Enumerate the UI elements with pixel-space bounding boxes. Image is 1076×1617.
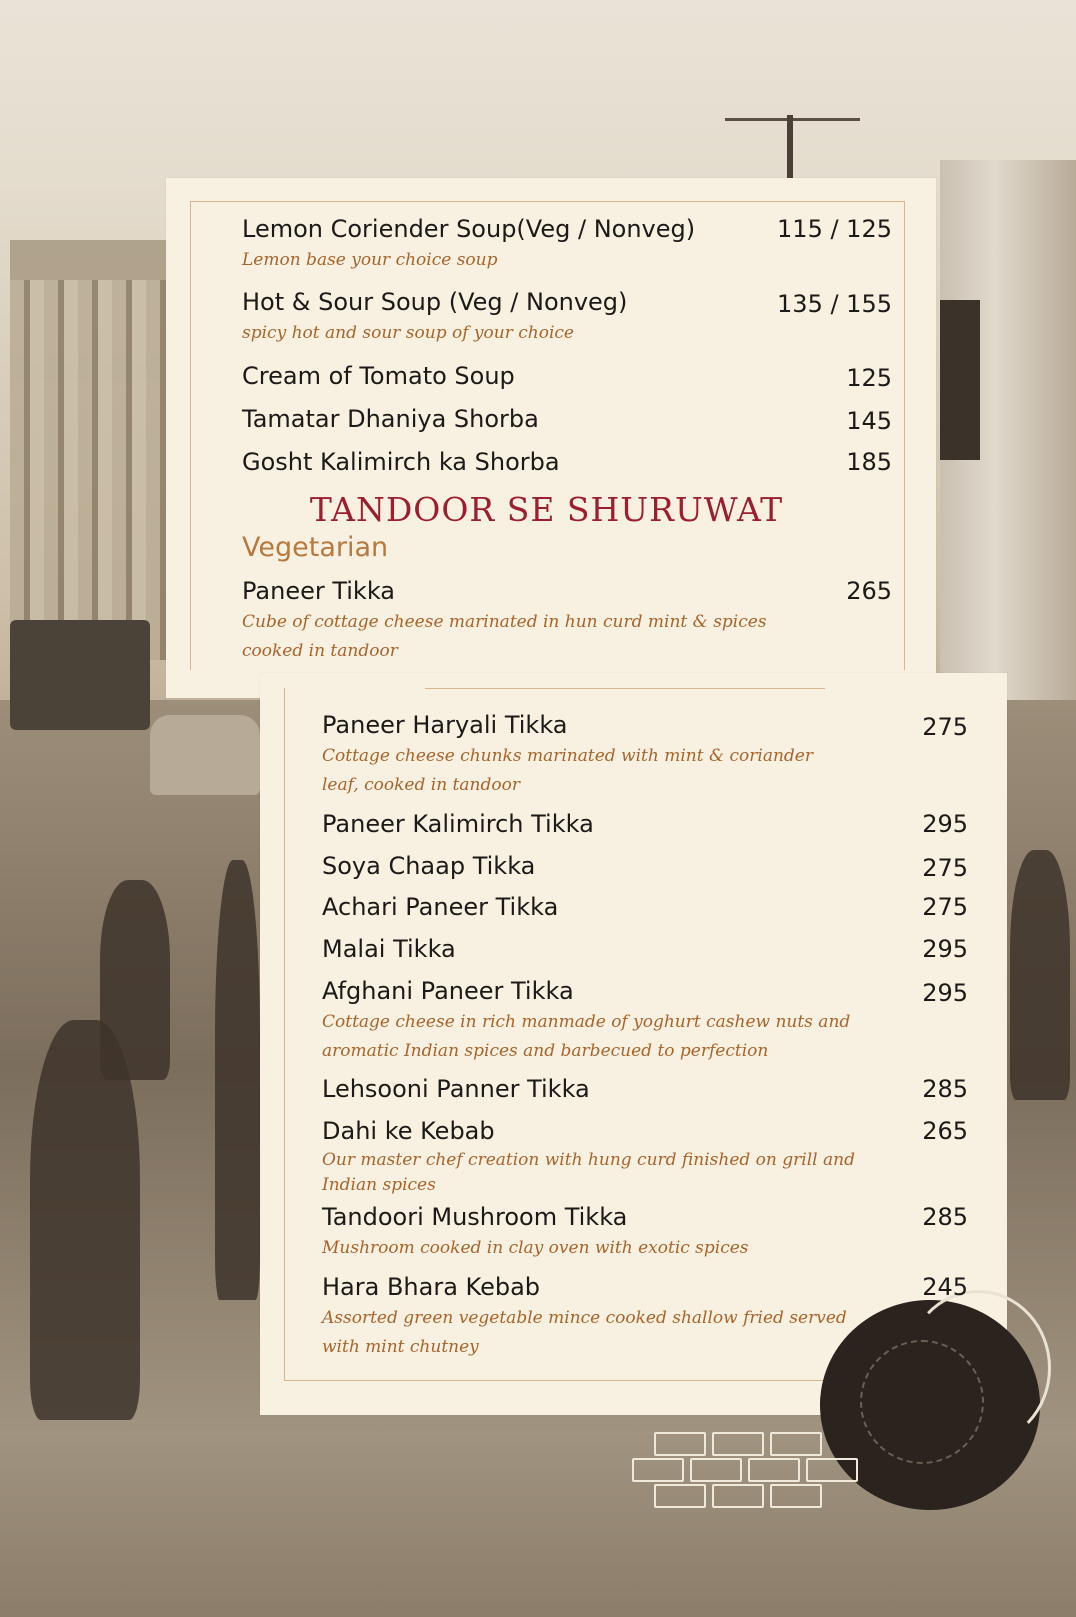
item-name: Achari Paneer Tikka xyxy=(322,893,559,921)
item-name: Paneer Haryali Tikka xyxy=(322,711,568,739)
background-person xyxy=(30,1020,140,1420)
item-description: Cottage cheese chunks marinated with mint & coriander leaf, cooked in tandoor xyxy=(322,745,813,795)
item-price: 285 xyxy=(922,1075,968,1103)
item-description: Mushroom cooked in clay oven with exotic spices xyxy=(322,1237,749,1258)
item-description: Assorted green vegetable mince cooked shallow fried served with mint chutney xyxy=(322,1307,847,1357)
section-title: TANDOOR SE SHURUWAT xyxy=(309,490,784,529)
item-name: Hara Bhara Kebab xyxy=(322,1273,541,1301)
background-building-shadow xyxy=(940,300,980,460)
menu-item xyxy=(322,1117,968,1198)
item-description: Cube of cottage cheese marinated in hun curd mint & spices cooked in tandoor xyxy=(242,611,767,661)
item-name: Afghani Paneer Tikka xyxy=(322,977,574,1005)
item-price: 265 xyxy=(922,1117,968,1145)
item-name: Paneer Kalimirch Tikka xyxy=(322,810,594,838)
background-person xyxy=(1010,850,1070,1100)
menu-item xyxy=(322,1203,968,1263)
item-name: Tandoori Mushroom Tikka xyxy=(322,1203,628,1231)
menu-item xyxy=(242,577,892,666)
menu-item xyxy=(322,893,968,922)
item-name: Lehsooni Panner Tikka xyxy=(322,1075,590,1103)
item-name: Lemon Coriender Soup(Veg / Nonveg) xyxy=(242,215,696,243)
background-truck xyxy=(10,620,150,730)
item-name: Malai Tikka xyxy=(322,935,456,963)
menu-item xyxy=(322,810,968,839)
decorative-tiles xyxy=(632,1432,862,1512)
item-description: spicy hot and sour soup of your choice xyxy=(242,322,574,343)
item-price: 145 xyxy=(846,407,892,435)
background-person xyxy=(100,880,170,1080)
menu-item xyxy=(242,405,892,434)
telegraph-pole xyxy=(725,118,860,184)
item-price: 285 xyxy=(922,1203,968,1231)
background-car xyxy=(150,715,260,795)
menu-item xyxy=(242,215,892,275)
item-name: Tamatar Dhaniya Shorba xyxy=(242,405,539,433)
item-price: 275 xyxy=(922,854,968,882)
section-subtitle: Vegetarian xyxy=(242,532,389,563)
item-name: Gosht Kalimirch ka Shorba xyxy=(242,448,560,476)
item-price: 295 xyxy=(922,935,968,963)
menu-item xyxy=(242,288,892,348)
menu-item xyxy=(242,448,892,477)
item-name: Paneer Tikka xyxy=(242,577,396,605)
item-name: Dahi ke Kebab xyxy=(322,1117,495,1145)
item-price: 185 xyxy=(846,448,892,476)
item-price: 245 xyxy=(922,1273,968,1301)
menu-item xyxy=(242,362,892,391)
item-name: Soya Chaap Tikka xyxy=(322,852,536,880)
menu-item xyxy=(322,1273,968,1362)
item-price: 265 xyxy=(846,577,892,605)
item-price: 295 xyxy=(922,810,968,838)
background-building-left xyxy=(10,240,170,660)
menu-item xyxy=(322,977,968,1066)
item-price: 125 xyxy=(846,364,892,392)
item-price: 115 / 125 xyxy=(777,215,892,243)
menu-item xyxy=(322,1075,968,1104)
item-description: Our master chef creation with hung curd finished on grill and Indian spices xyxy=(322,1149,855,1195)
menu-item xyxy=(322,852,968,881)
background-person xyxy=(215,860,260,1300)
menu-item xyxy=(322,711,968,800)
item-price: 135 / 155 xyxy=(777,290,892,318)
item-name: Cream of Tomato Soup xyxy=(242,362,515,390)
item-price: 275 xyxy=(922,713,968,741)
item-description: Cottage cheese in rich manmade of yoghurt cashew nuts and aromatic Indian spices and barbecued to perfection xyxy=(322,1011,851,1061)
item-description: Lemon base your choice soup xyxy=(242,249,498,270)
item-name: Hot & Sour Soup (Veg / Nonveg) xyxy=(242,288,628,316)
item-price: 275 xyxy=(922,893,968,921)
item-price: 295 xyxy=(922,979,968,1007)
menu-item xyxy=(322,935,968,964)
